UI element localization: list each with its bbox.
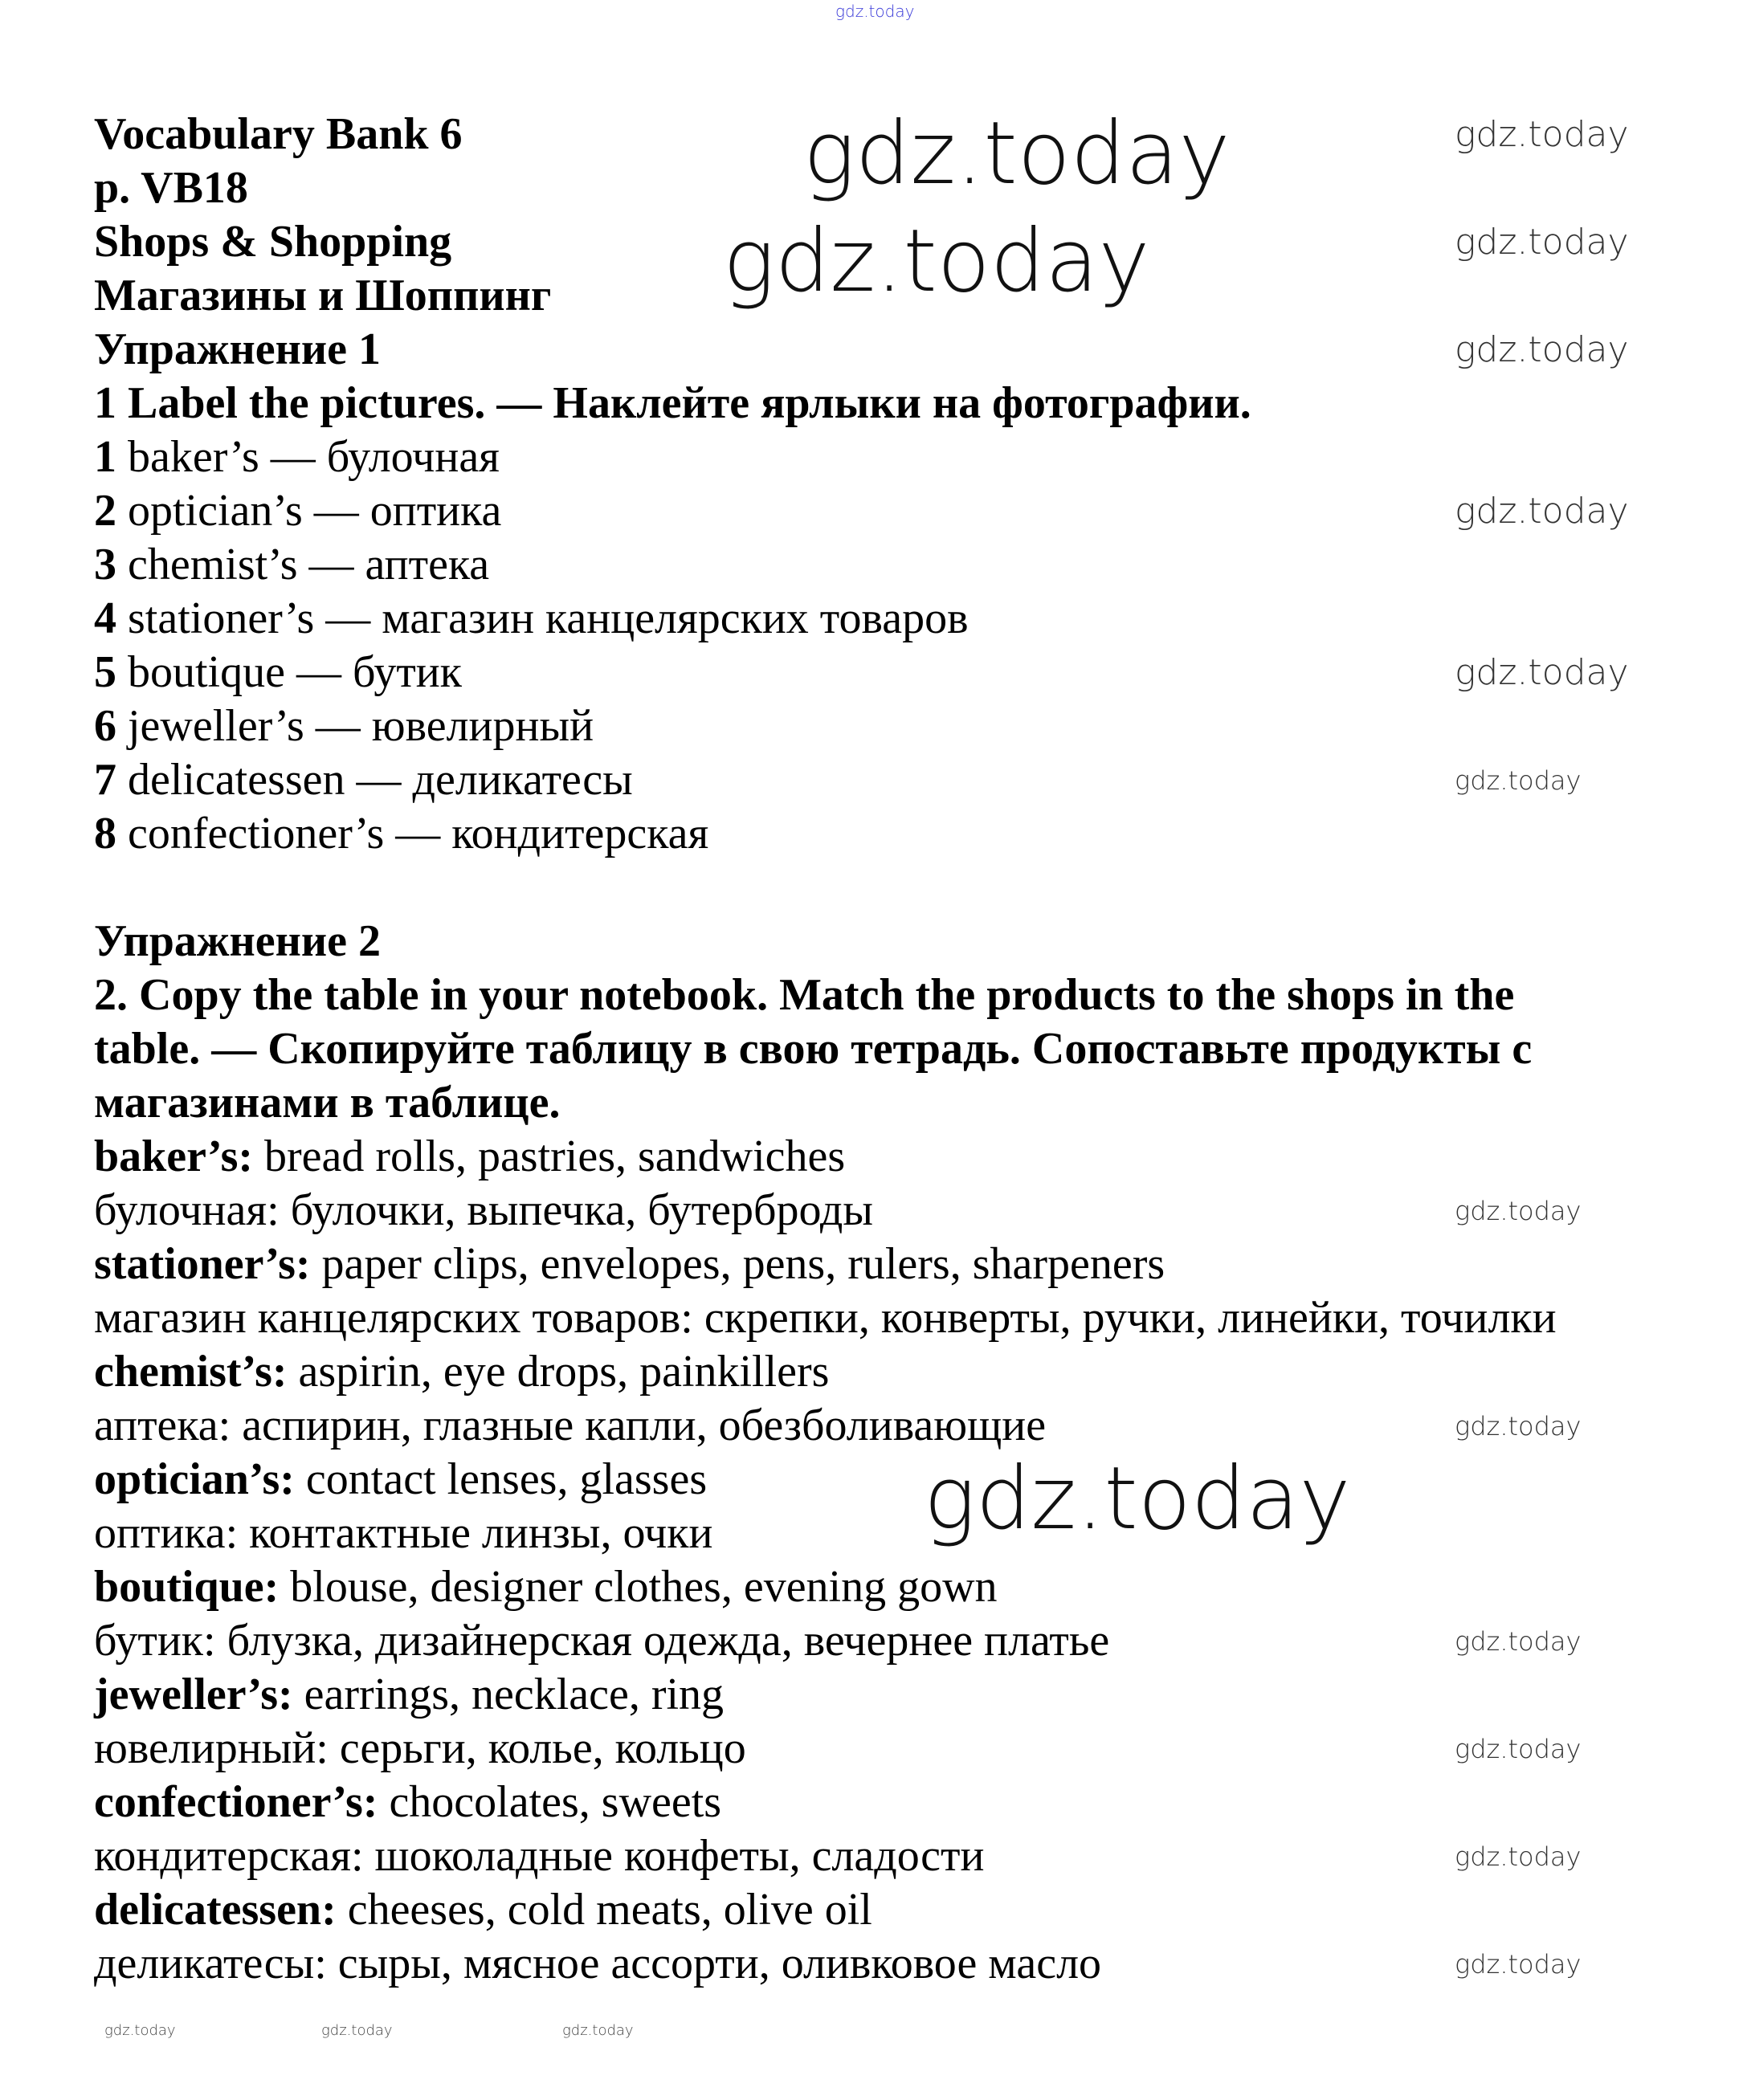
shop-entry-translation: магазин канцелярских товаров: скрепки, конверты, ручки, линейки, точилки <box>94 1293 1557 1343</box>
shop-products: paper clips, envelopes, pens, rulers, sharpeners <box>310 1239 1165 1289</box>
watermark: gdz.today <box>104 2022 176 2039</box>
item-number: 6 <box>94 701 116 751</box>
list-item <box>94 646 1684 699</box>
shop-products: earrings, necklace, ring <box>292 1670 725 1719</box>
item-text: optician’s — оптика <box>128 486 502 536</box>
shop-name: confectioner’s: <box>94 1777 378 1827</box>
item-number: 3 <box>94 540 116 589</box>
shop-entry <box>94 1668 1684 1722</box>
exercise2-task-line: 2. Copy the table in your notebook. Match the products to the shops in the <box>94 970 1515 1020</box>
watermark: gdz.today <box>1455 1734 1582 1764</box>
item-text: jeweller’s — ювелирный <box>128 701 594 751</box>
exercise1-list <box>94 430 1684 861</box>
list-item <box>94 592 1684 646</box>
list-item <box>94 753 1684 807</box>
shop-products: contact lenses, glasses <box>294 1454 708 1504</box>
watermark: gdz.today <box>835 2 915 21</box>
item-text: chemist’s — аптека <box>128 540 490 589</box>
watermark: gdz.today <box>1455 222 1629 263</box>
shop-entry <box>94 1776 1684 1829</box>
list-item <box>94 538 1684 592</box>
exercise1-task: 1 Label the pictures. — Наклейте ярлыки на фотографии. <box>94 378 1251 428</box>
doc-title: Vocabulary Bank 6 <box>94 109 463 159</box>
exercise2-task-line: магазинами в таблице. <box>94 1078 561 1127</box>
exercise1-heading: Упражнение 1 <box>94 324 382 374</box>
list-item <box>94 430 1684 484</box>
watermark: gdz.today <box>1455 329 1629 370</box>
shop-products: chocolates, sweets <box>378 1777 722 1827</box>
exercise2-heading: Упражнение 2 <box>94 916 382 966</box>
exercise2-list <box>94 1130 1684 1991</box>
shop-products: bread rolls, pastries, sandwiches <box>253 1132 846 1181</box>
shop-entry-translation: аптека: аспирин, глазные капли, обезболивающие <box>94 1401 1047 1450</box>
shop-entry <box>94 1560 1684 1614</box>
item-number: 1 <box>94 432 116 482</box>
shop-entry <box>94 1453 1684 1507</box>
item-text: delicatessen — деликатесы <box>128 755 633 805</box>
item-number: 2 <box>94 486 116 536</box>
watermark: gdz.today <box>1455 1626 1582 1657</box>
topic-en: Shops & Shopping <box>94 217 452 267</box>
shop-name: chemist’s: <box>94 1347 288 1397</box>
item-text: confectioner’s — кондитерская <box>128 809 709 858</box>
watermark: gdz.today <box>1455 765 1582 796</box>
spacer <box>94 861 1684 915</box>
watermark: gdz.today <box>803 104 1231 204</box>
watermark: gdz.today <box>1455 1411 1582 1441</box>
exercise2-task-line: table. — Скопируйте таблицу в свою тетрадь. Сопоставьте продукты с <box>94 1024 1533 1074</box>
shop-entry <box>94 1883 1684 1937</box>
item-number: 7 <box>94 755 116 805</box>
shop-entry-translation: кондитерская: шоколадные конфеты, сладости <box>94 1831 985 1881</box>
shop-entry-translation: оптика: контактные линзы, очки <box>94 1508 713 1558</box>
shop-name: optician’s: <box>94 1454 295 1504</box>
shop-name: stationer’s: <box>94 1239 311 1289</box>
shop-products: cheeses, cold meats, olive oil <box>336 1885 872 1935</box>
list-item <box>94 699 1684 753</box>
shop-entry <box>94 1238 1684 1291</box>
shop-products: blouse, designer clothes, evening gown <box>279 1562 998 1612</box>
watermark: gdz.today <box>321 2022 393 2039</box>
page-ref: p. VB18 <box>94 163 248 213</box>
watermark: gdz.today <box>1455 1196 1582 1226</box>
shop-name: boutique: <box>94 1562 280 1612</box>
list-item <box>94 484 1684 538</box>
shop-entry <box>94 1130 1684 1184</box>
list-item <box>94 807 1684 861</box>
shop-entry-translation: ювелирный: серьги, колье, кольцо <box>94 1723 746 1773</box>
document-body <box>94 104 1684 1991</box>
item-number: 4 <box>94 593 116 643</box>
watermark: gdz.today <box>1455 491 1629 532</box>
topic-ru: Магазины и Шоппинг <box>94 271 552 320</box>
watermark: gdz.today <box>924 1449 1351 1549</box>
shop-name: jeweller’s: <box>94 1670 293 1719</box>
shop-name: baker’s: <box>94 1132 254 1181</box>
watermark: gdz.today <box>1455 1841 1582 1872</box>
shop-entry <box>94 1345 1684 1399</box>
item-text: baker’s — булочная <box>128 432 500 482</box>
shop-entry-translation: булочная: булочки, выпечка, бутерброды <box>94 1185 873 1235</box>
item-number: 5 <box>94 647 116 697</box>
item-number: 8 <box>94 809 116 858</box>
watermark: gdz.today <box>1455 1949 1582 1980</box>
shop-name: delicatessen: <box>94 1885 337 1935</box>
shop-entry-translation: бутик: блузка, дизайнерская одежда, вечернее платье <box>94 1616 1110 1666</box>
watermark: gdz.today <box>1455 114 1629 155</box>
shop-products: aspirin, eye drops, painkillers <box>287 1347 830 1397</box>
watermark: gdz.today <box>723 211 1150 312</box>
item-text: boutique — бутик <box>128 647 462 697</box>
watermark: gdz.today <box>1455 652 1629 693</box>
shop-entry-translation: деликатесы: сыры, мясное ассорти, оливковое масло <box>94 1939 1102 1988</box>
item-text: stationer’s — магазин канцелярских товаров <box>128 593 969 643</box>
watermark: gdz.today <box>562 2022 634 2039</box>
